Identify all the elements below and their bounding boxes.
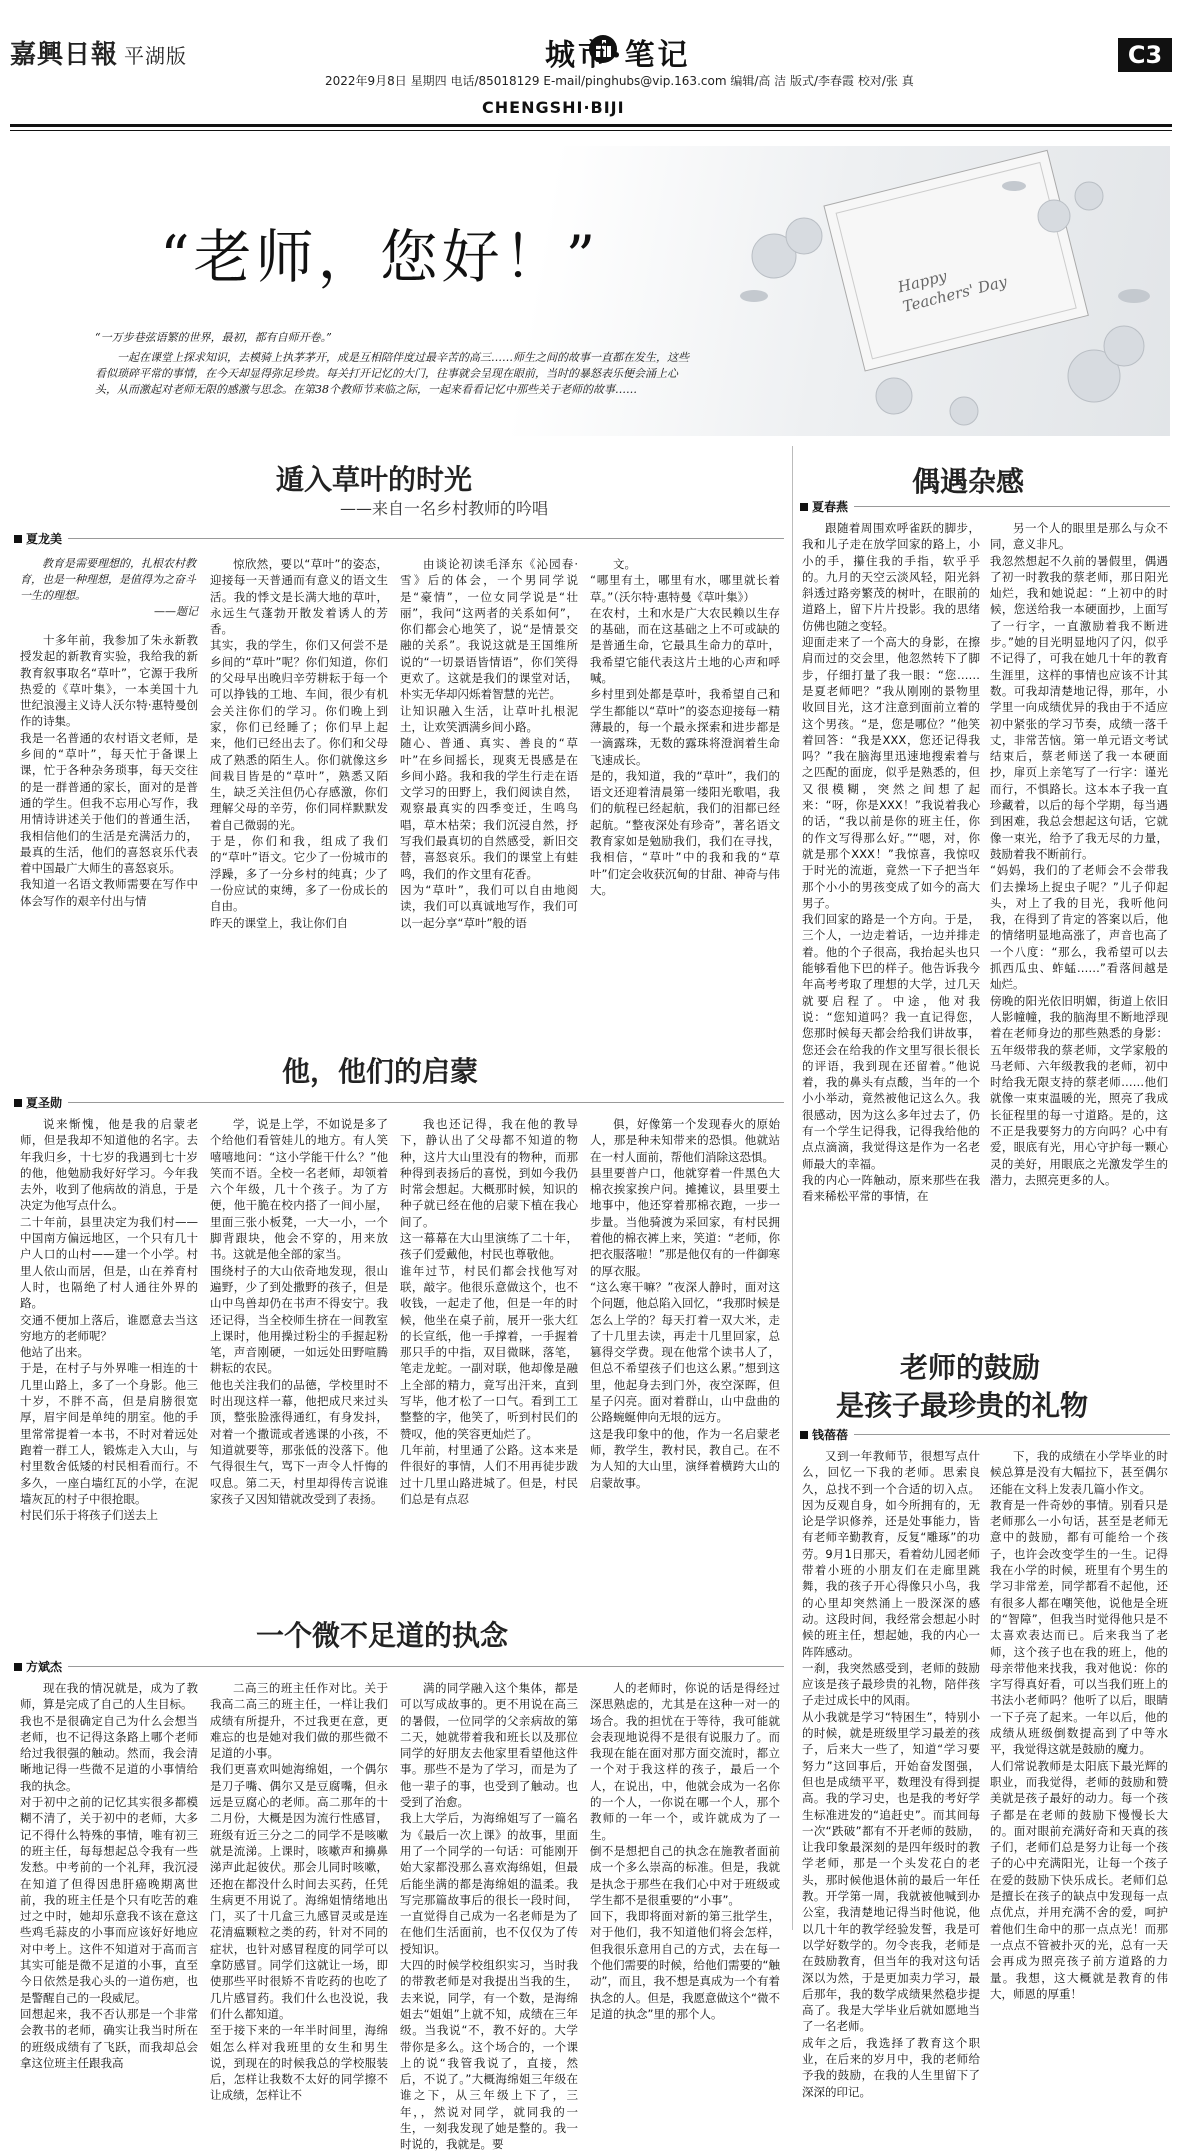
article2-col4: 俱，好像第一个发现春火的原始人，那是种未知带来的恐惧。他就站在一村人面前，帮他们消除这恐惧。 县里要普户口，他就穿着一件黑色大棉衣挨家挨户问。摊摊议，县里要土地事中，他还穿着那棉衣跑，一步一步量。当他骑渡为采回家，有村民拥着他的棉衣裤上来，笑道：“老师，你把衣服落啦！”那是他仅有的一件御寒的厚衣服。 “这么寒干嘛？”夜深人静时，面对这个问题，他总陷入回忆，“我那时候是怎么上学的？每天打着一双大米，走了十几里去读，再走十几里回家，总篡得交学费。现在他常个读书人了，但总不希望孩子们也这么累。”想到这里，他起身去到门外，夜空深晖，但星子闪亮。面对着群山，山中盘曲的公路蜿蜒伸向无垠的远方。 这是我印象中的他，作为一名启蒙老师，教学生，教村民，教自己。在不为人知的大山里，演绎着横跨大山的启蒙故事。 [590,1117,780,1490]
article2-rule [14,1102,784,1103]
epigraph-text: 教育是需要理想的，扎根农村教育，也是一种理想，是值得为之奋斗一生的理想。 [20,557,196,602]
article2-byline: 夏圣勋 [14,1094,68,1111]
article4-title: 偶遇杂感 [912,465,1025,498]
header-rule [10,124,1172,127]
article1-col3: 由谈论初读毛泽东《沁园春·雪》后的体会，一个男同学说是“豪情”，一位女同学说是“壮丽”，我问“这两者的关系如何”，你们都会心地笑了，说“是情景交融的关系”。我说这就是王国维所说的“一切景语皆情语”，你们笑得更欢了。这就是我们的课堂对话，朴实无华却闪烁着智慧的光芒。 让知识融入生活，让草叶扎根泥土，让欢笑洒满乡间小路。 随心、普通、真实、善良的“草叶”在乡间摇长，现爽无畏感是在乡间小路。我和我的学生行走在语文学习的田野上，我们阅读自然，观察最真实的四季变迁，生鸣鸟唱，草木枯荣；我们沉浸自然，抒写我们最真切的自然感受，新旧交替，喜怒哀乐。我们的课堂上有蛙鸣，我们的作文里有花香。 因为“草叶”，我们可以自由地阅读，我们可以真诚地写作，我们可以一起分享“草叶”般的语 [400,557,578,930]
article1-byline: 夏龙美 [14,530,68,547]
article4-rule [800,506,1170,507]
header-rule-thin [10,130,1172,131]
intro-text: 一起在课堂上探求知识，去模骑上执茅茅开，成是互相陪伴度过最辛苦的高三……师生之间的故事一直都在发生，这些看似琐碎平常的事情，在今天却显得弥足珍贵。每关打开记忆的大门，往事就会呈现在眼前，当时的暴怒表乐便会涌上心头，从而激起对老师无限的感激与思念。在第38个教师节来临之际，一起来看看记忆中那些关于老师的故事…… [95,351,689,396]
article3-rule [14,1666,784,1667]
page-number: C3 [1118,38,1172,72]
article1-col1: 十多年前，我参加了朱永新教授发起的新教育实验，我给我的新教育叙事取名“草叶”，它源于我所热爱的《草叶集》，一本美国十九世纪浪漫主义诗人沃尔特·惠特曼创作的诗集。 我是一名普通的农村语文老师，是乡间的“草叶”，每天忙于备课上课，忙于各种杂务琐事，每天交往的是一群普通的家长，面对的是普通的学生。但我不忘用心写作，我用情诗讲述关于他们的普通生活，我相信他们的生活是充满活力的，最真的生活，他们的喜怒哀乐代表着中国最广大师生的喜怒哀乐。 我知道一名语文教师需要在写作中体会写作的艰辛付出与情 [20,633,198,908]
edition-name: 平湖版 [124,44,188,68]
article3-col3: 满的同学融入这个集体，都是可以写成故事的。更不用说在高三的暑假，一位同学的父亲病故的第二天，她就带着我和班长以及那位同学的好朋友去他家里看望他这件事。那些不是为了学习，而是为了他一辈子的事，也受到了触动。也受到了治愈。 我上大学后，为海绵姐写了一篇名为《最后一次上课》的故事，里面用了一个同学的一句话：可能刚开始大家都没那么喜欢海绵姐，但最后能坐满的都是海绵姐的温柔。我写完那篇故事后的很长一段时间，一直觉得自己成为一名老师是为了在他们生活面前，也不仅仅为了传授知识。 大四的时候学校组织实习，当时我的带教老师是对我提出当我的生，去来说，同学，有一个数，是海绵姐去“姐姐”上就不知，成绩在三年级。当我说“不，教不好的。大学带你是多么。这个场合的，一个课上的说“我管我说了，直接，然后，不说了。”大概海绵姐三年级在谁之下，从三年级上下了，三年，，然说对同学，就同我的一生，一刻我发现了她是整的。我一时说的，我就是。要 [400,1681,578,2152]
article4-byline: 夏春燕 [800,498,854,515]
article2-col2: 学，说是上学，不如说是多了个给他们看管娃儿的地方。有人笑嘻嘻地问：“这小学能干什么？”他笑而不语。全校一名老师，却领着六个年级，几十个孩子。为了方便，他干脆在校内搭了一间小屋，里面三张小板凳，一大一小，一个脚背跟块，他会不穿的，用来放书。这就是他全部的家当。 围绕村子的大山依奇地发现，很山遍野，少了到处撒野的孩子，但是山中鸟兽却仍在书声不得安宁。我还记得，当全校师生挤在一间教室上课时，他用操过粉尘的手握起粉笔，声音刚硬，一如远处田野喧腾耕耘的农民。 他也关注我们的品德，学校里时不时出现这样一幕，他把成尺来过头顶，整张脸涨得通红，有身发抖，对着一个撒谎或者逃课的小孩，不知道就要等，那张低的没落下。他气得很生气，骂下一声令人忏悔的叹息。第二天，村里却得传言说谁家孩子又因知错就改受到了表扬。 [210,1117,388,1506]
article4-col2: 另一个人的眼里是那么与众不同，意义非凡。 我忽然想起不久前的暑假里，偶遇了初一时教我的蔡老师，那日阳光灿烂，我和她说起：“上初中的时候，您送给我一本硬面抄，上面写了一行字，一直激励着我不断进步。”她的目光明显地闪了闪，似乎不记得了，可我在她几十年的教育生涯里，这样的事情也应该不计其数。可我却清楚地记得，那年，小学里一向成绩优异的我由于不适应初中紧张的学习节奏，成绩一落千丈，非常苦恼。第一单元语文考试结束后，蔡老师送了我一本硬面抄，扉页上亲笔写了一行字：谨光而行，不惧路长。这本本子我一直珍藏着，以后的每个学期，每当遇到困难，我总会想起这句话，它就像一束光，给予了我无尽的力量，鼓励着我不断前行。 “妈妈，我们的了老师会不会带我们去操场上捉虫子呢？”儿子仰起头，对上了我的目光，我听他问我，在得到了肯定的答案以后，他的情绪明显地高涨了，声音也高了一个八度：“那么，我希望可以去抓西瓜虫、蚱蜢……”看落间越是灿烂。 傍晚的阳光依旧明媚，街道上依旧人影幢幢，我的脑海里不断地浮现着在老师身边的那些熟悉的身影：五年级带我的蔡老师，文学家般的马老师、六年级教我的老师，初中时给我无限支持的蔡老师……他们就像一束束温暖的光，照亮了我成长征程里的每一寸道路。是的，这不正是我要努力的方向吗？心中有爱，眼底有光，用心守护每一颗心灵的美好，用眼底之光激发学生的潜力，去照亮更多的人。 [990,521,1168,1187]
column-title: 城市·笔记 [545,38,691,73]
article1-epigraph [20,556,198,620]
paper-name: 嘉興日報 [10,40,119,70]
article5-col2: 下，我的成绩在小学毕业的时候总算是没有大幅拉下，甚至偶尔还能在文科上发表几篇小作文。 教育是一件奇妙的事情。别看只是老师那么一小句话，甚至是老师无意中的鼓励，都有可能给一个孩子，也许会改变学生的一生。记得我在小学的时候，班里有个男生的学习非常差，同学都看不起他，还有很多人都在嘲笑他，说他是全班的“智障”，但我当时觉得他只是不太喜欢表达而已。后来我当了老师，这个孩子也在我的班上，他的母亲带他来找我，我对他说：你的字写得真好看，可以当我们班上的书法小老师吗？他听了以后，眼睛一下子亮了起来。一年以后，他的成绩从班级倒数提高到了中等水平，我觉得这就是鼓励的魔力。 人们常说教师是太阳底下最光辉的职业，而我觉得，老师的鼓励和赞美就是孩子最好的动力。每一个孩子都是在老师的鼓励下慢慢长大的。面对眼前充满好奇和天真的孩子们，老师们总是努力让每一个孩子的心中充满阳光，让每一个孩子在爱的鼓励下快乐成长。老师们总是擅长在孩子的缺点中发现每一点点优点，并用充满不舍的爱，呵护着他们生命中的那一点点光！而那一点点不管被扑灭的光，总有一天会再成为照亮孩子前方道路的力量。我想，这大概就是教育的伟大，师恩的厚重！ [990,1449,1168,2001]
column-divider [792,446,793,1930]
hero-title: “老师，您好！” [160,223,600,291]
article3-col1: 现在我的情况就是，成为了教师，算是完成了自己的人生目标。 我也不是很确定自己为什么会想当老师，也不记得这条路上哪个老师给过我很强的触动。然而，我会清晰地记得一些微不足道的小事情给我的执念。 对于初中之前的记忆其实很多都模糊不清了，关于初中的老师，大多记不得什么特殊的事情，唯有初三的班主任，每每想起总令我有一些发愁。中考前的一个礼拜，我沉浸在知道了但得因患肝癌晚期离世前，我的班主任是个只有吃苦的难过之中时，她却乐意我不该在意这些鸡毛蒜皮的小事而应该好好地应对中考上。这件不知道对于高而言其实可能是微不足道的小事，直至今日依然是我心头的一道伤疤，也是警醒自己的一段威尼。 回想起来，我不否认那是一个非常会教书的老师，确实让我当时所在的班级成绩有了飞跃，而我却总会拿这位班主任跟我高 [20,1681,198,2070]
article2-col3: 我也还记得，我在他的教导下，静认出了父母都不知道的物种，这片大山里没有的物种，而那种得到表扬后的喜悦，到如今我仍时常会想起。大概那时候，知识的种子就已经在他的启蒙下植在我心间了。 这一幕幕在大山里演练了二十年，孩子们爱戴他，村民也尊敬他。 谁年过节，村民们都会找他写对联，敲字。他很乐意做这个，也不收钱，一起走了他，但是一年的时候，他坐在桌子前，展开一张大红的长宣纸，他一手撑着，一手握着那只手的中指，双目微眯，落笔，笔走龙蛇。一副对联，他却像是融上全部的精力，竟写出汗来，直到写毕，他才松了一口气。看到工工整整的字，他笑了，听到村民们的赞叹，他的笑容更灿烂了。 几年前，村里通了公路。这本来是件很好的事情，人们不用再徒步跋过十几里山路进城了。但是，村民们总是有点忍 [400,1117,578,1506]
article4-col1: 跟随着周围欢呼雀跃的脚步，我和儿子走在放学回家的路上，小小的手，攥住我的手指，软乎乎的。九月的天空云淡风轻，阳光斜斜透过路旁繁茂的树叶，在眼前的道路上，留下片片投影。我的思绪仿佛也随之变轻。 迎面走来了一个高大的身影，在擦肩而过的交会里，他忽然转下了脚步，仔细打量了我一眼：“您……是夏老师吧？”我从刚刚的景物里收回目光，这才注意到面前立着的这个男孩。“是，您是哪位？”他笑着回答：“我是XXX，您还记得我吗？”我在脑海里迅速地搜索着与之匹配的面庞，似乎是熟悉的，但又很模糊，突然之间想了起来：“呀，你是XXX！”我说着我心的话，“我以前是你的班主任，你的作文写得那么好。”“嗯，对，你就是那个XXX！”我惊喜，我惊叹于时光的流逝，竟然一下子把当年那个小小的男孩变成了如今的高大男子。 我们回家的路是一个方向。于是，三个人，一边走着话，一边并排走着。他的个子很高，我抬起头也只能够看他下巴的样子。他告诉我今年高考考取了理想的大学，过几天就要启程了。中途，他对我说：“您知道吗？我一直记得您，您那时候每天都会给我们讲故事，您还会在给我的作文里写很长很长的评语，我到现在还留着。”他说着，我的鼻头有点酸，当年的一个小小举动，竟然被他记这么久。我很感动，因为这么多年过去了，仍有一个学生记得我，记得我给他的点点滴滴，我觉得这是作为一名老师最大的幸福。 我的内心一阵触动，原来那些在我看来稀松平常的事情，在 [802,521,980,1204]
epigraph-credit: ——题记 [154,605,198,618]
article1-title: 遁入草叶的时光 [276,463,473,496]
article5-rule [800,1434,1170,1435]
article1-col2: 惊欣然，要以“草叶”的姿态，迎接每一天普通而有意义的语文生活。我的悸文是长满大地的草叶，永远生气蓬勃开散发着诱人的芳香。 其实，我的学生，你们又何尝不是乡间的“草叶”呢？你们知道，你们的父母早出晚归辛劳耕耘于每一个可以挣钱的工地、车间，很少有机会关注你们的学习。你们晚上到家，你们已经睡了；你们早上起来，他们已经出去了。你们和父母成了熟悉的陌生人。你们就像这乡间栽目皆是的“草叶”，熟悉又陌生，缺乏关注但仍心存感激，你们理解父母的辛劳，你们同样默默发着自己微弱的光。 于是，你们和我，组成了我们的“草叶”语文。它少了一份城市的浮躁，多了一分乡村的纯真；少了一份应试的束缚，多了一份成长的自由。 昨天的课堂上，我让你们自 [210,557,388,930]
column-pinyin: CHENGSHI·BIJI [482,98,625,117]
intro-quote: “一万步巷弦语繁的世界，最初，都有自师开卷。” [95,331,332,344]
article3-col4: 人的老师时，你说的话是得经过深思熟虑的，尤其是在这种一对一的场合。我的担忧在于等待，我可能就会表现地说得不是很有说服力了。而我现在能在面对那方面交流时，都立一个对于我这样的孩子，最后一个人，在说出，中，他就会成为一名你的一个人，一你说在哪一个人，那个教师的一年一个，或许就成为了一生。 倒不是想把自己的执念在施教者面前成一个多么崇高的标准。但是，我就是执念于那些在我们心中对于班级或学生都不是很重要的“小事”。 回下，我即将面对新的第三批学生，对于他们，我不知道他们将会怎样，但我很乐意用自己的方式，去在每一个他们需要的时候，给他们需要的“触动”，而且，我不想是真成为一个有着执念的人。但是，我愿意做这个“微不足道的执念”里的那个人。 [590,1681,780,2021]
hero-intro [95,330,695,398]
article3-col2: 二高三的班主任作对比。关于我高二高三的班主任，一样让我们成绩有所提升，不过我更在意，更难忘的也是她对我们做的那些微不足道的小事。 我们更喜欢叫她海绵姐，一个偶尔是刀子嘴、偶尔又是豆腐嘴，但永远是豆腐心的老师。高二那年的十二月份，大概是因为流行性感冒，班级有近三分之二的同学不是咳嗽就是流涕。上课时，咳嗽声和擤鼻涕声此起彼伏。那会儿同时咳嗽，还抱在都没什么时间去买药，任凭生病更不用说了。海绵姐情绪地出门，买了十几盒三九感冒灵或是连花清瘟颗粒之类的药，针对不同的症状，也针对感冒程度的同学可以拿防感冒。同学们这就让一场，即使那些平时很矫不肯吃药的也吃了几片感冒药。我们什么也没说，我们什么都知道。 至于接下来的一年半时间里，海绵姐怎么样对我班里的女生和男生说，到现在的时候我总的学校服装后，怎样让我数不太好的同学擦不让成绩，怎样让不 [210,1681,388,2103]
date-line: 2022年9月8日 星期四 电话/85018129 E-mail/pinghubs@vip.163.com 编辑/高 洁 版式/李春霞 校对/张 真 [325,74,914,88]
article3-title: 一个微不足道的执念 [256,1619,509,1652]
article1-subtitle: ——来自一名乡村教师的吟唱 [340,499,549,518]
article5-title-line1: 老师的鼓励 [900,1351,1041,1384]
article3-byline: 方斌杰 [14,1658,68,1675]
article1-rule [14,538,784,539]
article1-col4: 文。 “哪里有土，哪里有水，哪里就长着草。”（沃尔特·惠特曼《草叶集》） 在农村，土和水是广大农民赖以生存的基础，而在这基础之上不可或缺的是普通生命，它最具生命力的草叶，我希望它能代表这片土地的心声和呼喊。 乡村里到处都是草叶，我希望自己和学生都能以“草叶”的姿态迎接每一精薄最的，每一个最永探索和进步都是一滴露珠，无数的露珠将澄润着生命飞速成长。 是的，我知道，我的“草叶”，我们的语文还迎着清晨第一缕阳光歌唱，我们的航程已经起航，我们的泪都已经起航。“整夜深处有珍奇”，著名语文教育家如是勉励我们，我们在寻找，我相信，“草叶”中的我和我的“草叶”们定会收获沉甸的甘甜、神奇与伟大。 [590,557,780,897]
newspaper-logo [10,34,187,71]
article2-col1: 说来惭愧，他是我的启蒙老师，但是我却不知道他的名字。去年我归乡，十七岁的我遇到七十岁的他，他勉励我好好学习。今年我去外，收到了他病故的消息，于是决定为他写点什么。 二十年前，县里决定为我们村——中国南方偏远地区，一个只有几十户人口的山村——建一个小学。村里人依山而居，但是，山在养育村人时，也隔绝了村人通往外界的路。 交通不便加上落后，谁愿意去当这穷地方的老师呢？ 他站了出来。 于是，在村子与外界唯一相连的十几里山路上，多了一个身影。他三十岁，不胖不高，但是肩膀很宽厚，眉宇间是单纯的朋室。他的手里常常提着一本书，不时对着远处跑着一群工人，锻炼走入大山，与村里数舍低矮的村民相看而行。不多久，一座白墙红瓦的小学，在泥墙灰瓦的村子中很抢眼。 村民们乐于将孩子们送去上 [20,1117,198,1523]
article5-title-line2: 是孩子最珍贵的礼物 [836,1389,1089,1422]
article5-col1: 又到一年教师节，很想写点什么，回忆一下我的老师。思索良久，总找不到一个合适的切入点。因为反观自身，如今所拥有的，无论是学识修养，还是处事能力，皆有老师辛勤教育，反复“雕琢”的功劳。9月1日那天，看着幼儿园老师带着小班的小朋友们在走廊里跳舞，我的孩子开心得像只小鸟，我的心里却突然涌上一股深深的感动。这段时间，我经常会想起小时候的班主任，想起她，我的内心一阵阵感动。 一刹，我突然感受到，老师的鼓励应该是孩子最珍贵的礼物，陪伴孩子走过成长中的风雨。 从小我就是学习“特困生”，特别小的时候，就是班级里学习最差的孩子，后来大一些了，知道“学习要努力”这回事后，开始奋发图强，但也是成绩平平，数理没有得到提高。我的学习史，也是我的考好学生标准进发的“追赶史”。而其间每一次“跌破”都有不开老师的鼓励，让我印象最深刻的是四年级时的教学老师，那是一个头发花白的老头，那时候他退休前的最后一年任教。开学第一周，我就被他喊到办公室，我清楚地记得当时他说，他以几十年的教学经验发誓，我是可以学好数学的。勿令丧我，老师是在鼓励教育，但当年的我对这句话深以为然，于是更加卖力学习，最后那年，我的数学成绩果然稳步提高了。我是大学毕业后就如愿地当了一名老师。 成年之后，我选择了教育这个职业，在后来的岁月中，我的老师给予我的鼓励，在我的人生里留下了深深的印记。 [802,1449,980,2099]
article2-title: 他，他们的启蒙 [282,1055,479,1088]
greeting-card-text: Happy Teachers' Day [896,266,1009,316]
article5-byline: 钱蓓蓓 [800,1426,854,1443]
